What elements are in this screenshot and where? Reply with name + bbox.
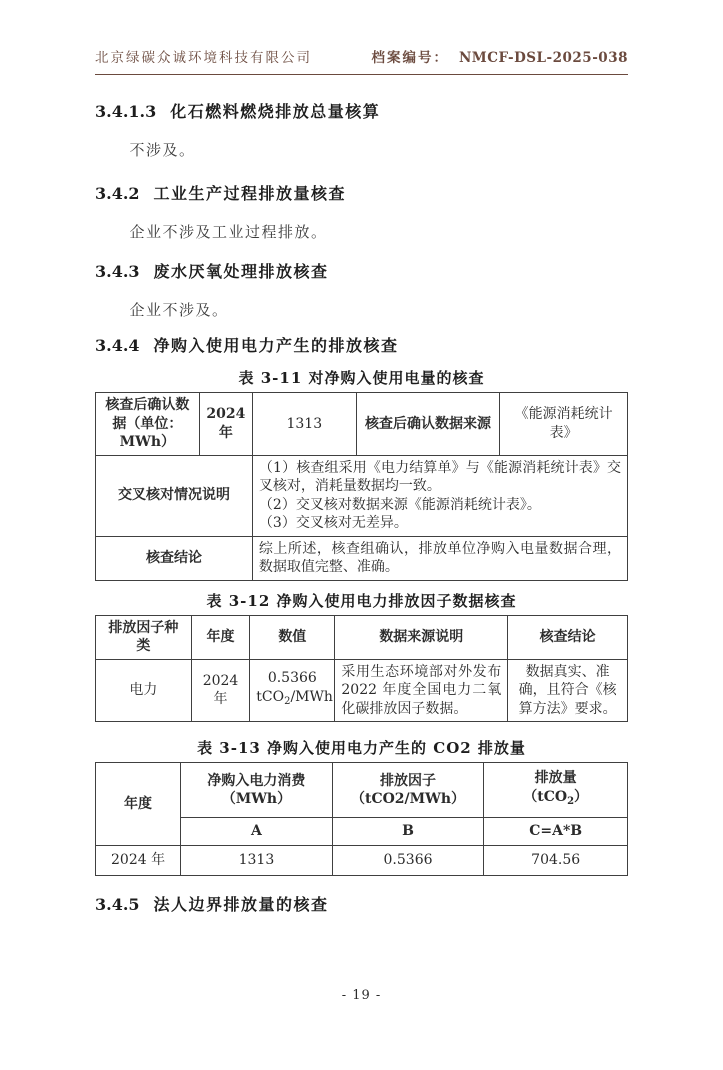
data-source-label: 核查后确认数据来源 — [356, 393, 500, 456]
table-row — [96, 659, 628, 722]
table-header-row — [96, 763, 628, 818]
year-value: 2024 — [202, 672, 239, 689]
year-data-cell: 2024 年 — [96, 846, 181, 876]
formula-b-cell: B — [332, 818, 484, 846]
section-number: 3.4.2 — [95, 184, 140, 203]
column-header: 排放因子种类 — [96, 615, 192, 659]
header-archive-number — [371, 46, 628, 66]
header-company-name: 北京绿碳众诚环境科技有限公司 — [95, 50, 312, 66]
emission-data-cell: 704.56 — [484, 846, 628, 876]
section-body-3413: 不涉及。 — [129, 141, 196, 159]
section-title: 化石燃料燃烧排放总量核算 — [170, 102, 381, 121]
factor-conclusion-cell: 数据真实、准确，且符合《核算方法》要求。 — [508, 659, 628, 722]
table-3-11 — [95, 392, 628, 581]
section-title: 法人边界排放量的核查 — [153, 895, 329, 914]
factor-source-cell: 采用生态环境部对外发布 2022 年度全国电力二氧化碳排放因子数据。 — [335, 659, 508, 722]
table-3-12-caption: 表 3-12 净购入使用电力排放因子数据核查 — [206, 591, 517, 610]
section-heading-342 — [95, 181, 628, 204]
cross-check-details — [252, 455, 627, 536]
table-3-12 — [95, 615, 628, 723]
formula-c-cell: C=A*B — [484, 818, 628, 846]
consumption-column-header: 净购入电力消费 （MWh） — [181, 763, 333, 818]
cross-check-label: 交叉核对情况说明 — [96, 455, 253, 536]
section-number: 3.4.3 — [95, 262, 140, 281]
archive-number-value: NMCF-DSL-2025-038 — [458, 50, 628, 66]
table-row — [96, 846, 628, 876]
consumption-data-cell: 1313 — [181, 846, 333, 876]
factor-value-cell — [250, 659, 335, 722]
factor-unit: tCO$_2$/MWh — [256, 688, 333, 707]
cross-check-line-1: （1）核查组采用《电力结算单》与《能源消耗统计表》交叉核对，消耗量数据均一致。 — [258, 459, 621, 494]
page-header — [95, 46, 628, 75]
table-row — [96, 455, 628, 536]
page-number: - 19 - — [341, 988, 382, 1003]
formula-a-cell: A — [181, 818, 333, 846]
confirmed-data-label: 核查后确认数据（单位：MWh） — [96, 393, 200, 456]
section-heading-344 — [95, 333, 628, 356]
year-value: 2024 — [206, 406, 246, 423]
cross-check-line-3: （3）交叉核对无差异。 — [258, 515, 408, 531]
verification-conclusion-text: 综上所述，核查组确认，排放单位净购入电量数据合理，数据取值完整、准确。 — [252, 536, 627, 580]
column-header: 核查结论 — [508, 615, 628, 659]
section-title: 废水厌氧处理排放核查 — [153, 262, 329, 281]
column-header: 数值 — [250, 615, 335, 659]
table-3-11-caption: 表 3-11 对净购入使用电量的核查 — [238, 369, 485, 387]
year-column-header: 年度 — [96, 763, 181, 846]
table-3-13-caption: 表 3-13 净购入使用电力产生的 CO2 排放量 — [197, 739, 526, 757]
column-header: 年度 — [191, 615, 250, 659]
factor-type-cell: 电力 — [96, 659, 192, 722]
emission-amount-column-header: 排放量 （tCO$_2$） — [484, 763, 628, 818]
section-number: 3.4.1.3 — [95, 102, 157, 121]
section-body-343: 企业不涉及。 — [129, 301, 229, 319]
year-unit: 年 — [213, 691, 228, 708]
emission-factor-column-header: 排放因子 （tCO2/MWh） — [332, 763, 484, 818]
column-header: 数据来源说明 — [335, 615, 508, 659]
section-number: 3.4.5 — [95, 895, 140, 914]
table-row — [96, 536, 628, 580]
year-unit: 年 — [218, 424, 233, 441]
table-3-13 — [95, 762, 628, 876]
section-heading-3413 — [95, 99, 628, 122]
cross-check-line-2: （2）交叉核对数据来源《能源消耗统计表》。 — [258, 496, 541, 513]
section-title: 净购入使用电力产生的排放核查 — [153, 336, 399, 355]
section-heading-345 — [95, 892, 628, 915]
document-content — [95, 99, 628, 915]
data-source-value: 《能源消耗统计表》 — [500, 393, 628, 456]
section-body-342: 企业不涉及工业过程排放。 — [129, 223, 328, 241]
year-cell — [199, 393, 252, 456]
section-number: 3.4.4 — [95, 336, 140, 355]
year-cell — [191, 659, 250, 722]
verification-conclusion-label: 核查结论 — [96, 536, 253, 580]
section-heading-343 — [95, 259, 628, 282]
factor-value: 0.5366 — [267, 670, 317, 687]
table-row — [96, 393, 628, 456]
factor-data-cell: 0.5366 — [332, 846, 484, 876]
archive-number-label: 档案编号： — [371, 50, 449, 66]
electricity-amount-cell: 1313 — [252, 393, 356, 456]
section-title: 工业生产过程排放量核查 — [153, 184, 347, 203]
table-header-row — [96, 615, 628, 659]
